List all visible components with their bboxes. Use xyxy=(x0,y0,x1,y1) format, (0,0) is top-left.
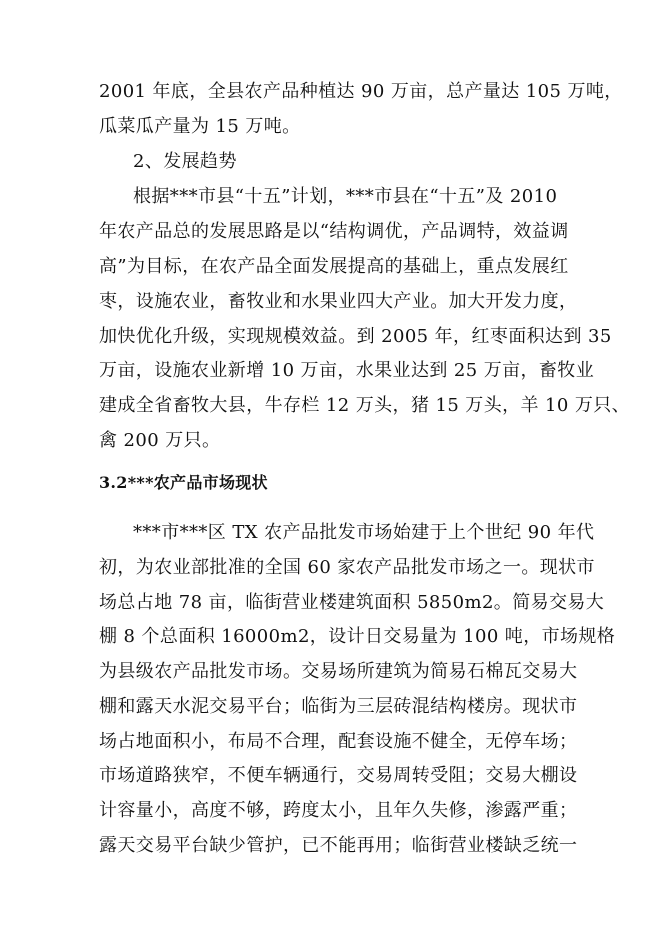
paragraph-line: 万亩，设施农业新增 10 万亩，水果业达到 25 万亩，畜牧业 xyxy=(99,360,595,381)
paragraph-line: 棚 8 个总面积 16000m2，设计日交易量为 100 吨，市场规格 xyxy=(99,626,616,647)
paragraph-line: 高”为目标，在农产品全面发展提高的基础上，重点发展红 xyxy=(99,256,569,277)
paragraph-line: 初，为农业部批准的全国 60 家农产品批发市场之一。现状市 xyxy=(99,557,595,578)
paragraph-line: 场总占地 78 亩，临街营业楼建筑面积 5850m2。简易交易大 xyxy=(99,592,605,613)
section-heading: 3.2***农产品市场现状 xyxy=(99,473,268,492)
paragraph-line: 建成全省畜牧大县，牛存栏 12 万头，猪 15 万头，羊 10 万只、 xyxy=(99,395,631,416)
paragraph-line: 根据***市县“十五”计划，***市县在“十五”及 2010 xyxy=(133,186,558,207)
paragraph-line: 场占地面积小，布局不合理，配套设施不健全，无停车场； xyxy=(99,731,578,752)
paragraph-line: 年农产品总的发展思路是以“结构调优，产品调特，效益调 xyxy=(99,221,569,242)
paragraph-line: 为县级农产品批发市场。交易场所建筑为简易石棉瓦交易大 xyxy=(99,661,578,682)
paragraph-line: 2001 年底，全县农产品种植达 90 万亩，总产量达 105 万吨， xyxy=(99,81,623,102)
paragraph-line: ***市***区 TX 农产品批发市场始建于上个世纪 90 年代 xyxy=(133,522,595,543)
paragraph-line: 露天交易平台缺少管护，已不能再用；临街营业楼缺乏统一 xyxy=(99,835,578,856)
paragraph-line: 禽 200 万只。 xyxy=(99,430,221,451)
paragraph-line: 枣，设施农业，畜牧业和水果业四大产业。加大开发力度， xyxy=(99,291,578,312)
paragraph-line: 计容量小，高度不够，跨度太小，且年久失修，渗露严重； xyxy=(99,800,578,821)
paragraph-line: 棚和露天水泥交易平台；临街为三层砖混结构楼房。现状市 xyxy=(99,696,578,717)
paragraph-line: 加快优化升级，实现规模效益。到 2005 年，红枣面积达到 35 xyxy=(99,326,612,347)
subheading: 2、发展趋势 xyxy=(133,151,237,172)
paragraph-line: 市场道路狭窄，不便车辆通行，交易周转受阻；交易大棚设 xyxy=(99,765,578,786)
paragraph-line: 瓜菜瓜产量为 15 万吨。 xyxy=(99,116,301,137)
